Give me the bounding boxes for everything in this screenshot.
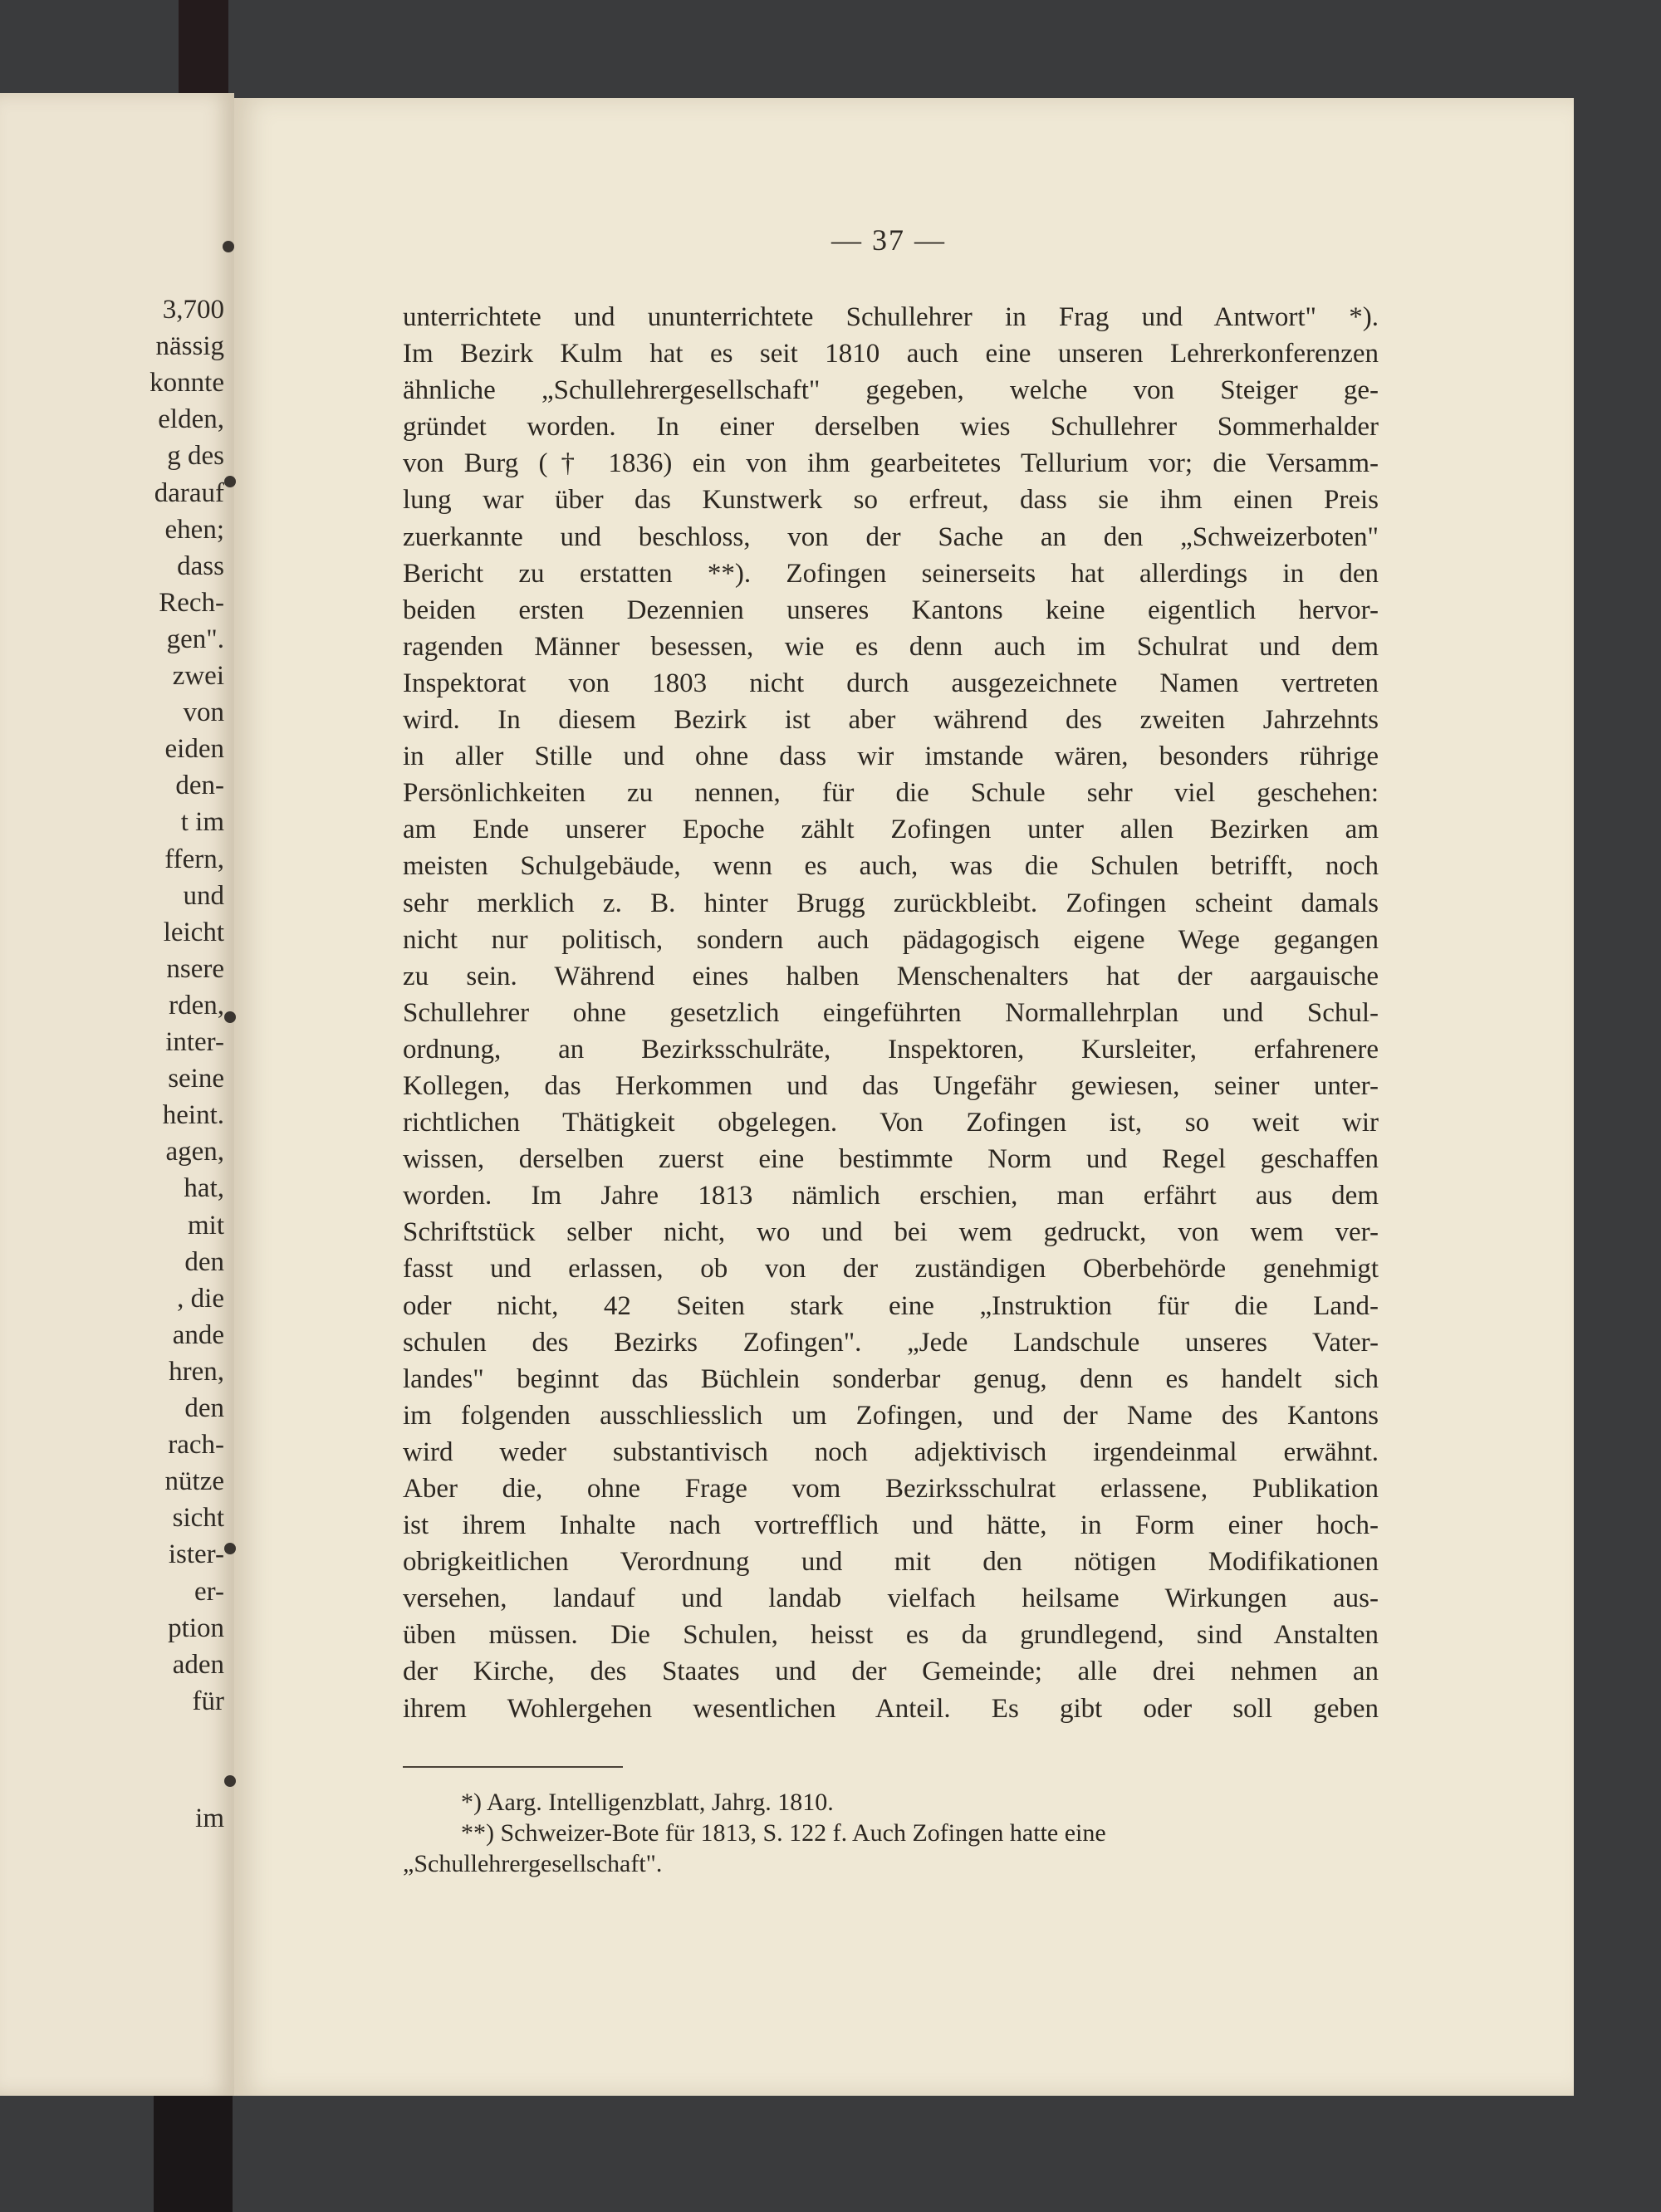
text-line: gründet worden. In einer derselben wies Schullehrer Sommerhalder (403, 412, 1379, 443)
text-line: ihrem Wohlergehen wesentlichen Anteil. Es gibt oder soll geben (403, 1693, 1379, 1724)
text-line: oder nicht, 42 Seiten stark eine „Instruktion für die Land- (403, 1290, 1379, 1321)
left-page-fragment: von (183, 697, 224, 728)
text-line: meisten Schulgebäude, wenn es auch, was die Schulen betrifft, noch (403, 851, 1379, 882)
text-line: ähnliche „Schullehrergesellschaft" gegeben, welche von Steiger ge- (403, 375, 1379, 406)
left-page-fragment: , die (177, 1283, 224, 1314)
binding-mark (224, 476, 236, 487)
book-spine-bottom (154, 2092, 233, 2212)
left-page-fragment: seine (168, 1064, 224, 1094)
text-line: am Ende unserer Epoche zählt Zofingen unter allen Bezirken am (403, 815, 1379, 845)
text-line: fasst und erlassen, ob von der zuständigen Oberbehörde genehmigt (403, 1254, 1379, 1285)
text-line: Schriftstück selber nicht, wo und bei wem gedruckt, von wem ver- (403, 1217, 1379, 1248)
left-page-fragment: heint. (162, 1100, 224, 1131)
text-line: in aller Stille und ohne dass wir imstande wären, besonders rührige (403, 741, 1379, 772)
footnote-divider (403, 1766, 623, 1768)
left-page-fragment: ffern, (164, 844, 224, 874)
text-line: von Burg († 1836) ein von ihm gearbeitetes Tellurium vor; die Versamm- (403, 448, 1379, 479)
left-page-fragment: konnte (149, 368, 224, 399)
left-page-fragment: rden, (169, 990, 224, 1020)
text-line: landes" beginnt das Büchlein sonderbar genug, denn es handelt sich (403, 1363, 1379, 1394)
text-line: sehr merklich z. B. hinter Brugg zurückbleibt. Zofingen scheint damals (403, 888, 1379, 918)
left-page-fragment: ister- (168, 1539, 224, 1570)
left-page-fragment: g des (167, 441, 224, 472)
text-line: Bericht zu erstatten **). Zofingen seinerseits hat allerdings in den (403, 558, 1379, 589)
left-page-fragment: eiden (164, 734, 224, 765)
text-line: Aber die, ohne Frage vom Bezirksschulrat erlassene, Publikation (403, 1474, 1379, 1504)
left-page-fragment: aden (172, 1649, 224, 1680)
footnote-2: **) Schweizer-Bote für 1813, S. 122 f. Auch Zofingen hatte eine (461, 1819, 1106, 1847)
text-line: ist ihrem Inhalte nach vortrefflich und hätte, in Form einer hoch- (403, 1510, 1379, 1541)
left-page-fragment: Rech- (159, 587, 224, 618)
text-line: beiden ersten Dezennien unseres Kantons keine eigentlich hervor- (403, 595, 1379, 625)
left-page-fragment: hat, (184, 1173, 224, 1204)
text-line: Persönlichkeiten zu nennen, für die Schule sehr viel geschehen: (403, 778, 1379, 809)
page-number: — 37 — (831, 223, 946, 257)
text-line: üben müssen. Die Schulen, heisst es da grundlegend, sind Anstalten (403, 1620, 1379, 1651)
left-page (0, 93, 234, 2096)
text-line: zu sein. Während eines halben Menschenalters hat der aargauische (403, 961, 1379, 991)
binding-mark (224, 1011, 236, 1023)
text-line: Kollegen, das Herkommen und das Ungefähr gewiesen, seiner unter- (403, 1070, 1379, 1101)
text-line: Schullehrer ohne gesetzlich eingeführten Normallehrplan und Schul- (403, 997, 1379, 1028)
text-line: versehen, landauf und landab vielfach heilsame Wirkungen aus- (403, 1583, 1379, 1614)
left-page-fragment: nütze (164, 1466, 224, 1497)
body-text (403, 299, 1379, 1727)
left-page-fragment: nsere (166, 953, 224, 984)
text-line: obrigkeitlichen Verordnung und mit den nötigen Modifikationen (403, 1547, 1379, 1578)
left-page-fragment: den (184, 1393, 224, 1423)
text-line: ordnung, an Bezirksschulräte, Inspektoren, Kursleiter, erfahrenere (403, 1034, 1379, 1064)
text-line: im folgenden ausschliesslich um Zofingen, und der Name des Kantons (403, 1400, 1379, 1431)
text-line: ragenden Männer besessen, wie es denn auch im Schulrat und dem (403, 631, 1379, 662)
binding-mark (223, 241, 234, 252)
left-page-fragment: elden, (158, 404, 224, 435)
left-page-fragment: ption (168, 1613, 224, 1643)
left-page-fragment: darauf (154, 477, 224, 508)
book-spine-top (179, 0, 228, 100)
left-page-fragment: und (183, 880, 224, 911)
text-line: unterrichtete und ununterrichtete Schullehrer in Frag und Antwort" *). (403, 302, 1379, 332)
text-line: wissen, derselben zuerst eine bestimmte Norm und Regel geschaffen (403, 1144, 1379, 1175)
left-page-fragment: inter- (165, 1027, 224, 1057)
left-page-fragment: nässig (155, 331, 224, 362)
text-line: Inspektorat von 1803 nicht durch ausgezeichnete Namen vertreten (403, 668, 1379, 698)
footnotes (403, 1787, 1379, 1879)
left-page-fragment: er- (194, 1576, 224, 1607)
left-page-fragment: t im (180, 807, 224, 838)
text-line: nicht nur politisch, sondern auch pädagogisch eigene Wege gegangen (403, 924, 1379, 955)
left-page-fragment: sicht (172, 1503, 224, 1534)
left-page-fragment: im (195, 1803, 224, 1833)
binding-mark (224, 1775, 236, 1787)
left-page-fragment: zwei (172, 661, 224, 691)
left-page-fragment: hren, (169, 1356, 224, 1387)
binding-mark (224, 1543, 236, 1554)
left-page-fragment: dass (177, 551, 224, 581)
text-line: zuerkannte und beschloss, von der Sache an den „Schweizerboten" (403, 521, 1379, 552)
text-line: schulen des Bezirks Zofingen". „Jede Landschule unseres Vater- (403, 1327, 1379, 1358)
text-line: Im Bezirk Kulm hat es seit 1810 auch eine unseren Lehrerkonferenzen (403, 339, 1379, 369)
text-line: wird weder substantivisch noch adjektivisch irgendeinmal erwähnt. (403, 1436, 1379, 1467)
left-page-fragment: leicht (163, 917, 224, 947)
left-page-fragment: 3,700 (162, 295, 224, 325)
left-page-fragment: ehen; (164, 514, 224, 545)
text-line: der Kirche, des Staates und der Gemeinde; alle drei nehmen an (403, 1657, 1379, 1687)
left-page-fragment: mit (187, 1210, 224, 1241)
left-page-fragment: den- (175, 771, 224, 801)
text-line: worden. Im Jahre 1813 nämlich erschien, man erfährt aus dem (403, 1181, 1379, 1211)
left-page-fragment: gen". (166, 624, 224, 654)
left-page-fragment: rach- (168, 1430, 224, 1461)
left-page-fragment: den (184, 1246, 224, 1277)
left-page-fragment: agen, (165, 1137, 224, 1167)
left-page-fragment: ande (172, 1319, 224, 1350)
text-line: wird. In diesem Bezirk ist aber während des zweiten Jahrzehnts (403, 705, 1379, 736)
footnote-1: *) Aarg. Intelligenzblatt, Jahrg. 1810. (461, 1789, 834, 1816)
footnote-2-continued: „Schullehrergesellschaft". (403, 1850, 663, 1877)
text-line: richtlichen Thätigkeit obgelegen. Von Zofingen ist, so weit wir (403, 1108, 1379, 1138)
left-page-fragment: für (192, 1686, 224, 1716)
text-line: lung war über das Kunstwerk so erfreut, dass sie ihm einen Preis (403, 485, 1379, 516)
